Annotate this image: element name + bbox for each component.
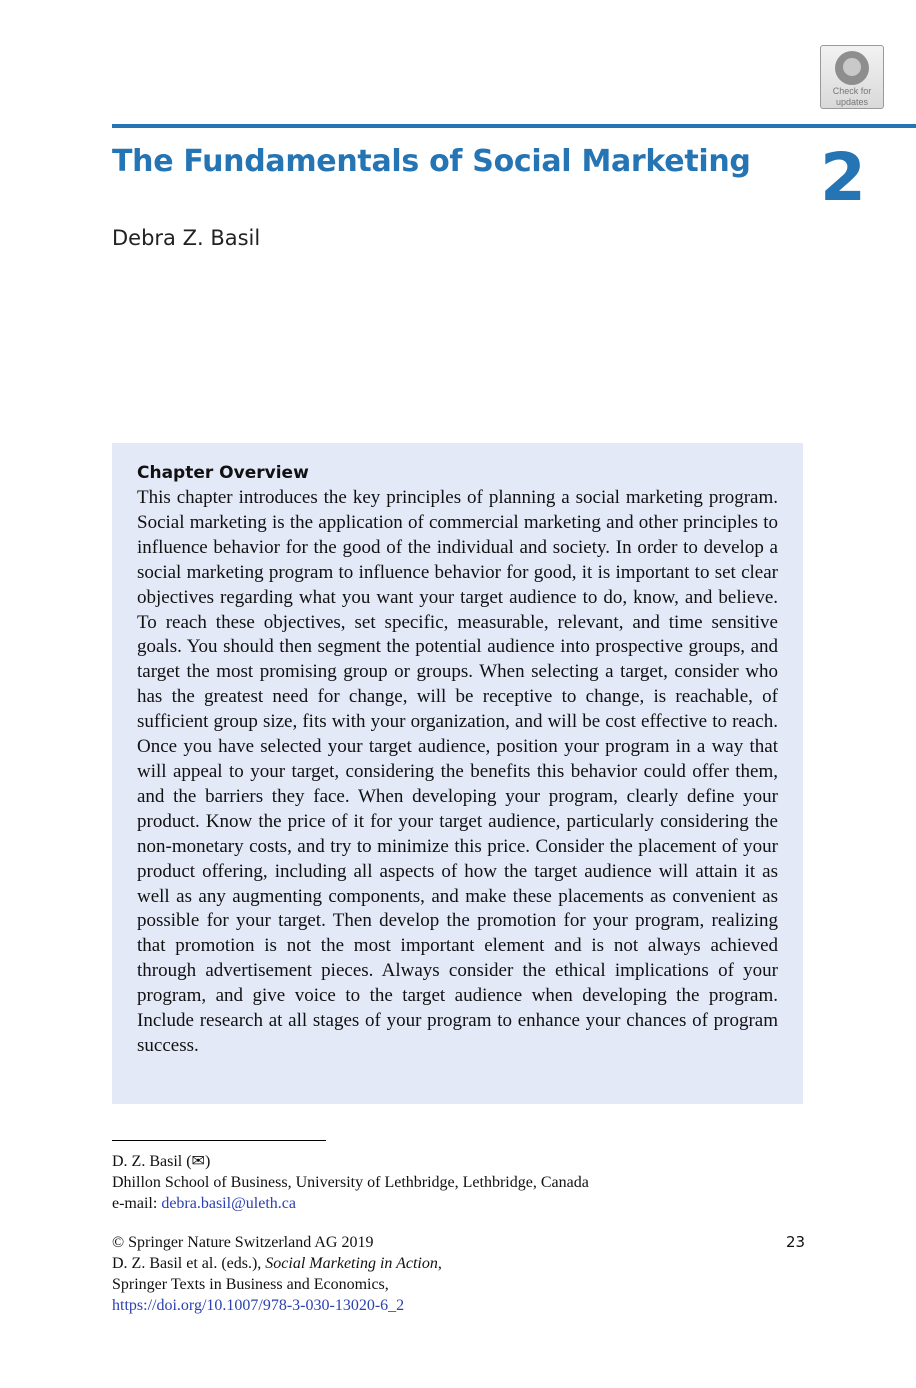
updates-icon [835, 51, 869, 85]
page-number: 23 [786, 1233, 806, 1251]
overview-heading: Chapter Overview [137, 463, 309, 483]
citation-editors: D. Z. Basil et al. (eds.), [112, 1255, 266, 1272]
footnote-author [112, 1151, 210, 1172]
footnote-email-line [112, 1193, 296, 1214]
doi-line [112, 1295, 404, 1316]
footnote-author-name: D. Z. Basil [112, 1153, 183, 1170]
mail-icon: (✉) [186, 1153, 211, 1170]
chapter-author: Debra Z. Basil [112, 226, 261, 250]
chapter-title: The Fundamentals of Social Marketing [112, 144, 751, 179]
series-name: Springer Texts in Business and Economics, [112, 1276, 389, 1293]
chapter-number: 2 [820, 139, 866, 216]
copyright-line: © Springer Nature Switzerland AG 2019 [112, 1234, 374, 1251]
footnote-affiliation: Dhillon School of Business, University of Lethbridge, Lethbridge, Canada [112, 1174, 589, 1191]
chapter-rule [112, 124, 916, 128]
doi-link[interactable]: https://doi.org/10.1007/978-3-030-13020-6_2 [112, 1297, 405, 1314]
email-label: e-mail: [112, 1195, 162, 1212]
badge-label-2: updates [835, 97, 869, 107]
citation-comma: , [437, 1255, 442, 1272]
chapter-overview-box [112, 443, 803, 1104]
book-citation [112, 1253, 442, 1274]
check-for-updates-badge[interactable] [820, 45, 884, 109]
email-link[interactable]: debra.basil@uleth.ca [161, 1195, 296, 1212]
overview-body: This chapter introduces the key principles of planning a social marketing program. Social marketing is the application of commercial marketing and other principles to influence behavior for the good of the individual and society. In order to develop a social marketing program to influence behavior for good, it is important to set clear objectives regarding what you want your target audience to do, know, and believe. To reach these objectives, set specific, measurable, relevant, and time sensitive goals. You should then segment the potential audience into prospective groups, and target the most promising group or groups. When selecting a target, consider who has the greatest need for change, will be receptive to change, is reachable, of sufficient group size, fits with your organization, and will be cost effective to reach. Once you have selected your target audience, position your program in a way that will appeal to your target, considering the benefits this behavior could offer them, and the barriers they face. When developing your program, clearly define your product. Know the price of it for your target audience, particularly considering the non-monetary costs, and try to minimize this price. Consider the placement of your product offering, including all aspects of how the target audience will attain it as well as any augmenting components, and make these placements as convenient as possible for your target. Then develop the promotion for your program, realizing that promotion is not the most important element and is not always achieved through advertisement pieces. Always consider the ethical implications of your program, and give voice to the target audience when developing the program. Include research at all stages of your program to enhance your chances of program success. [137, 487, 778, 1056]
book-title: Social Marketing in Action [265, 1255, 438, 1272]
footnote-rule [112, 1140, 326, 1141]
badge-label-1: Check for [832, 86, 872, 96]
